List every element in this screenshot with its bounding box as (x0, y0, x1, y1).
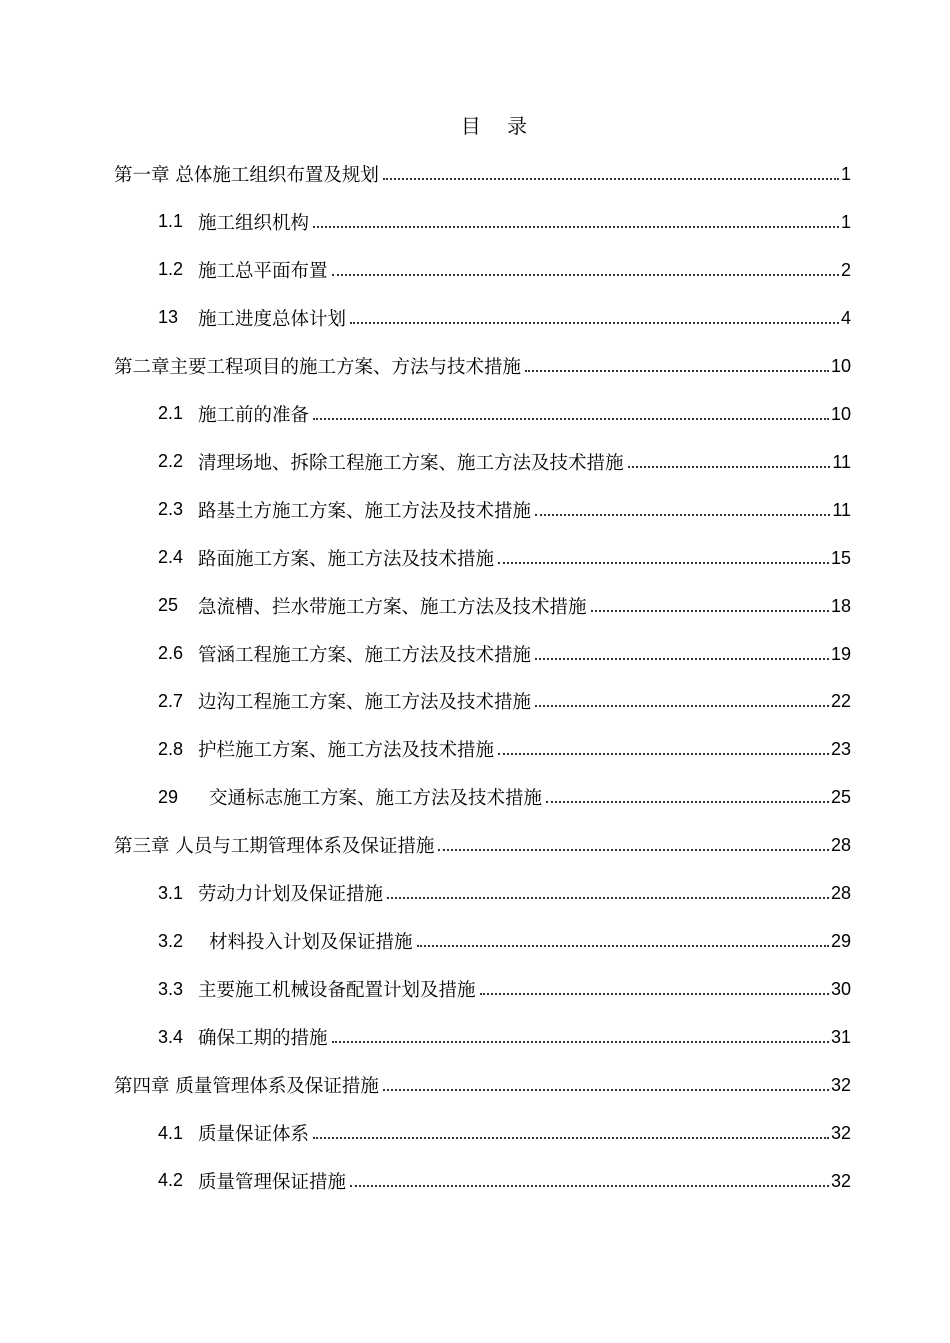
toc-dot-leader (332, 272, 839, 276)
toc-section-entry[interactable] (0, 773, 950, 821)
toc-section-entry[interactable] (0, 965, 950, 1013)
toc-page-number: 2 (840, 259, 851, 280)
toc-entry-label (198, 438, 624, 486)
toc-dot-leader (498, 560, 829, 564)
toc-entry-label (114, 150, 379, 198)
toc-dot-leader (535, 656, 829, 660)
toc-entry-text: 施工总平面布置 (198, 260, 328, 282)
toc-entry-text: 路面施工方案、施工方法及技术措施 (198, 548, 495, 570)
toc-entry-label (198, 725, 494, 773)
toc-entry-text: 施工组织机构 (198, 212, 310, 234)
toc-page-number: 18 (830, 595, 851, 616)
toc-chapter-entry[interactable] (0, 821, 950, 869)
toc-dot-leader (535, 703, 829, 707)
toc-entry-label (114, 821, 434, 869)
toc-entry-text: 交通标志施工方案、施工方法及技术措施 (209, 788, 543, 810)
toc-dot-leader (480, 991, 829, 995)
toc-entry-label (198, 869, 383, 917)
toc-dot-leader (332, 1039, 829, 1043)
toc-page-number: 4 (840, 307, 851, 328)
toc-dot-leader (350, 320, 839, 324)
toc-dot-leader (350, 1183, 829, 1187)
toc-dot-leader (546, 799, 829, 803)
toc-entry-number: 29 (158, 786, 179, 807)
toc-entry-text: 管涵工程施工方案、施工方法及技术措施 (198, 644, 532, 666)
toc-title: 目 录 (460, 114, 538, 138)
toc-entry-label (209, 917, 413, 965)
toc-entry-label (209, 773, 542, 821)
toc-section-entry[interactable] (0, 486, 950, 534)
toc-entry-number: 4.1 (158, 1122, 184, 1143)
toc-entry-label (114, 342, 521, 390)
toc-entry-number: 1.1 (158, 211, 184, 232)
toc-chapter-entry[interactable] (0, 1061, 950, 1109)
toc-entry-label (198, 1109, 309, 1157)
toc-entry-label (198, 246, 328, 294)
toc-entry-text: 护栏施工方案、施工方法及技术措施 (198, 740, 495, 762)
toc-page-number: 22 (830, 691, 851, 712)
toc-entry-text: 确保工期的措施 (198, 1028, 328, 1050)
toc-section-entry[interactable] (0, 438, 950, 486)
toc-entry-number: 25 (158, 595, 179, 616)
toc-chapter-entry[interactable] (0, 342, 950, 390)
toc-entry-label (198, 198, 309, 246)
toc-entry-label (198, 486, 531, 534)
toc-page-number: 15 (830, 547, 851, 568)
toc-entry-label (114, 1061, 379, 1109)
toc-section-entry[interactable] (0, 198, 950, 246)
toc-entry-text: 清理场地、拆除工程施工方案、施工方法及技术措施 (198, 452, 624, 474)
toc-dot-leader (525, 368, 829, 372)
toc-entry-number: 2.1 (158, 403, 184, 424)
toc-dot-leader (417, 943, 829, 947)
toc-entry-text: 边沟工程施工方案、施工方法及技术措施 (198, 692, 532, 714)
toc-entry-number: 2.2 (158, 451, 184, 472)
toc-dot-leader (438, 847, 829, 851)
toc-entry-label (198, 582, 587, 630)
toc-dot-leader (498, 751, 829, 755)
toc-entry-number: 2.3 (158, 499, 184, 520)
toc-section-entry[interactable] (0, 1013, 950, 1061)
toc-page-number: 10 (830, 403, 851, 424)
toc-dot-leader (535, 512, 830, 516)
toc-entry-number: 2.6 (158, 643, 184, 663)
toc-section-entry[interactable] (0, 1157, 950, 1205)
toc-page-number: 23 (830, 739, 851, 760)
toc-entry-label (198, 294, 346, 342)
toc-entry-number: 3.1 (158, 882, 184, 903)
toc-entry-text: 第一章 总体施工组织布置及规划 (114, 165, 379, 186)
toc-entry-number: 3.4 (158, 1026, 184, 1047)
toc-dot-leader (628, 464, 831, 468)
toc-entry-label (198, 390, 309, 438)
toc-section-entry[interactable] (0, 582, 950, 630)
toc-section-entry[interactable] (0, 534, 950, 582)
toc-page-number: 11 (832, 499, 851, 520)
toc-entry-text: 路基土方施工方案、施工方法及技术措施 (198, 500, 532, 522)
toc-entry-text: 第四章 质量管理体系及保证措施 (114, 1076, 379, 1098)
toc-page-number: 1 (840, 164, 851, 184)
toc-dot-leader (591, 608, 829, 612)
toc-dot-leader (313, 1135, 829, 1139)
toc-page-number: 28 (830, 883, 851, 904)
toc-page-number: 32 (830, 1075, 851, 1096)
toc-dot-leader (387, 895, 829, 899)
toc-entry-label (198, 630, 531, 678)
toc-page-number: 19 (830, 643, 851, 664)
toc-entry-text: 质量保证体系 (198, 1124, 310, 1145)
toc-entry-text: 急流槽、拦水带施工方案、施工方法及技术措施 (198, 596, 587, 618)
toc-entry-text: 劳动力计划及保证措施 (198, 884, 384, 906)
toc-entry-text: 第二章主要工程项目的施工方案、方法与技术措施 (114, 356, 522, 378)
toc-entry-number: 3.2 (158, 930, 184, 951)
toc-dot-leader (313, 416, 829, 420)
toc-page-number: 30 (830, 979, 851, 1000)
toc-section-entry[interactable] (0, 917, 950, 965)
toc-chapter-entry[interactable] (0, 150, 950, 198)
toc-section-entry[interactable] (0, 677, 950, 725)
toc-page-number: 11 (832, 451, 851, 472)
toc-section-entry[interactable] (0, 246, 950, 294)
toc-entry-text: 材料投入计划及保证措施 (209, 932, 413, 954)
toc-dot-leader (313, 224, 839, 228)
toc-dot-leader (383, 1087, 829, 1091)
toc-entry-number: 1.2 (158, 259, 184, 280)
toc-dot-leader (383, 176, 839, 180)
toc-entry-text: 主要施工机械设备配置计划及措施 (198, 980, 476, 1002)
toc-entry-number: 4.2 (158, 1170, 184, 1191)
toc-entry-text: 第三章 人员与工期管理体系及保证措施 (114, 836, 435, 858)
toc-entry-label (198, 1157, 346, 1205)
toc-section-entry[interactable] (0, 869, 950, 917)
toc-section-entry[interactable] (0, 1109, 950, 1157)
toc-section-entry[interactable] (0, 294, 950, 342)
toc-entry-label (198, 534, 494, 582)
toc-section-entry[interactable] (0, 630, 950, 678)
toc-entry-label (198, 1013, 328, 1061)
toc-entry-text: 施工进度总体计划 (198, 308, 347, 330)
toc-entry-number: 3.3 (158, 978, 184, 999)
toc-section-entry[interactable] (0, 390, 950, 438)
toc-entry-label (198, 677, 531, 725)
toc-entry-number: 13 (158, 307, 179, 328)
toc-page-number: 10 (830, 355, 851, 376)
toc-page-number: 29 (830, 931, 851, 952)
toc-page-number: 32 (830, 1170, 851, 1191)
toc-entry-number: 2.8 (158, 738, 184, 759)
toc-page-number: 25 (830, 787, 851, 808)
toc-page-number: 1 (840, 211, 851, 232)
toc-entry-number: 2.4 (158, 547, 184, 568)
toc-entry-text: 质量管理保证措施 (198, 1171, 347, 1193)
toc-entry-number: 2.7 (158, 690, 184, 711)
toc-entry-label (198, 965, 476, 1013)
toc-page-number: 32 (830, 1123, 851, 1143)
toc-section-entry[interactable] (0, 725, 950, 773)
toc-entry-text: 施工前的准备 (198, 404, 310, 426)
toc-page-number: 31 (830, 1027, 851, 1048)
toc-page-number: 28 (830, 835, 851, 856)
